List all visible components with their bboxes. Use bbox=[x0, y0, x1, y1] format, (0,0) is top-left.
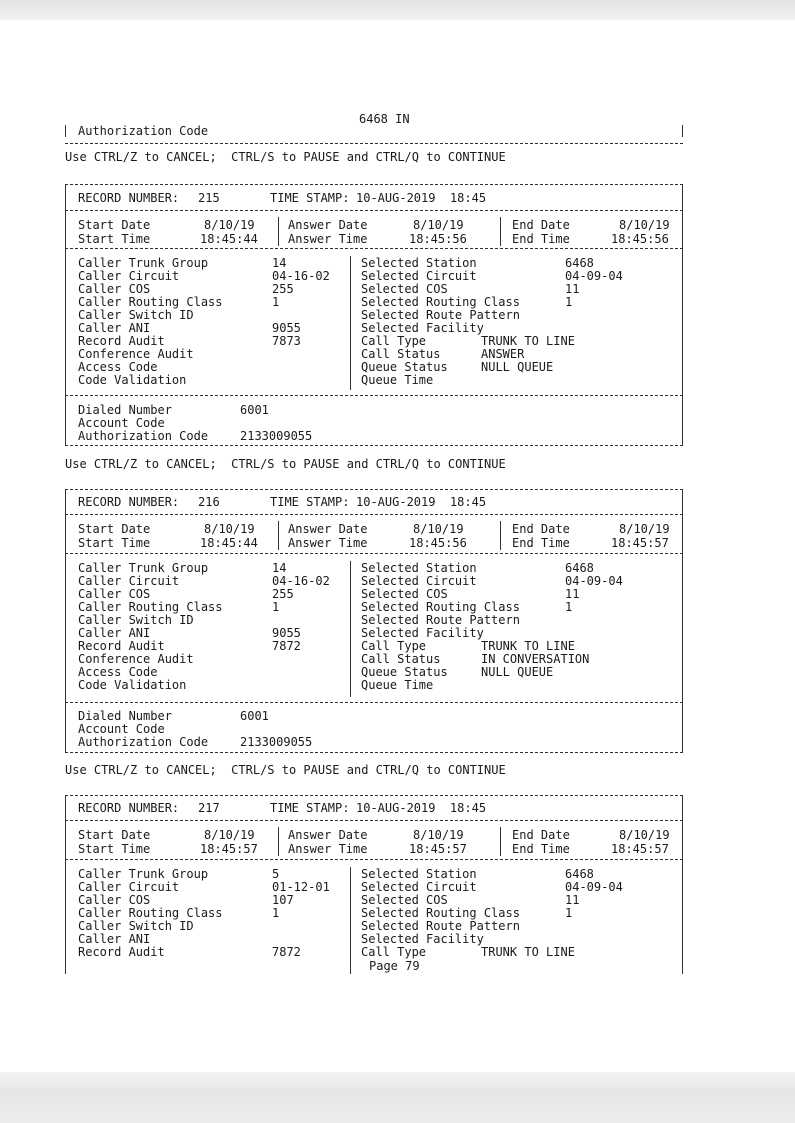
selected-routing-class-label: Selected Routing Class bbox=[361, 295, 520, 309]
account-code-label: Account Code bbox=[78, 722, 165, 736]
start-time: 18:45:44 bbox=[200, 536, 258, 550]
answer-time: 18:45:57 bbox=[409, 842, 467, 856]
selected-station-label: Selected Station bbox=[361, 256, 477, 270]
selected-routing-class-label: Selected Routing Class bbox=[361, 600, 520, 614]
answer-date-label: Answer Date bbox=[288, 218, 368, 232]
record-number: 217 bbox=[198, 801, 220, 815]
column-divider bbox=[350, 561, 351, 697]
dialed-number-label: Dialed Number bbox=[78, 403, 172, 417]
time-stamp: 10-AUG-2019 18:45 bbox=[356, 191, 487, 205]
conference-audit-label: Conference Audit bbox=[78, 652, 194, 666]
end-date: 8/10/19 bbox=[619, 522, 670, 536]
selected-cos: 11 bbox=[565, 282, 580, 296]
queue-status: NULL QUEUE bbox=[481, 665, 554, 679]
call-type: TRUNK TO LINE bbox=[481, 334, 575, 348]
column-divider bbox=[500, 217, 501, 246]
caller-trunk-group-label: Caller Trunk Group bbox=[78, 256, 209, 270]
selected-station-label: Selected Station bbox=[361, 867, 477, 881]
call-type-label: Call Type bbox=[361, 639, 427, 653]
caller-ani-label: Caller ANI bbox=[78, 626, 151, 640]
caller-trunk-group: 14 bbox=[272, 561, 287, 575]
column-divider bbox=[278, 217, 279, 246]
selected-cos: 11 bbox=[565, 893, 580, 907]
selected-route-pattern-label: Selected Route Pattern bbox=[361, 919, 520, 933]
record-audit-label: Record Audit bbox=[78, 334, 165, 348]
access-code-label: Access Code bbox=[78, 360, 158, 374]
call-status: ANSWER bbox=[481, 347, 525, 361]
answer-time-label: Answer Time bbox=[288, 232, 368, 246]
selected-routing-class: 1 bbox=[565, 906, 573, 920]
queue-time-label: Queue Time bbox=[361, 373, 434, 387]
dashed-rule bbox=[65, 752, 683, 753]
selected-station: 6468 bbox=[565, 561, 594, 575]
selected-circuit-label: Selected Circuit bbox=[361, 880, 477, 894]
start-time-label: Start Time bbox=[78, 536, 151, 550]
account-code-label: Account Code bbox=[78, 416, 165, 430]
answer-time: 18:45:56 bbox=[409, 232, 467, 246]
control-message: Use CTRL/Z to CANCEL; CTRL/S to PAUSE and CTRL/Q to CONTINUE bbox=[65, 457, 506, 471]
caller-circuit-label: Caller Circuit bbox=[78, 574, 180, 588]
column-divider bbox=[350, 867, 351, 974]
caller-cos: 255 bbox=[272, 587, 294, 601]
authorization-code: 2133009055 bbox=[240, 735, 313, 749]
caller-cos: 107 bbox=[272, 893, 294, 907]
selected-cos-label: Selected COS bbox=[361, 893, 448, 907]
selected-routing-class-label: Selected Routing Class bbox=[361, 906, 520, 920]
page-number: Page 79 bbox=[369, 959, 420, 973]
selected-station: 6468 bbox=[565, 867, 594, 881]
selected-circuit: 04-09-04 bbox=[565, 269, 623, 283]
dashed-rule bbox=[65, 143, 683, 144]
queue-time-label: Queue Time bbox=[361, 678, 434, 692]
caller-routing-class: 1 bbox=[272, 600, 280, 614]
authorization-code-label: Authorization Code bbox=[78, 735, 209, 749]
selected-station-label: Selected Station bbox=[361, 561, 477, 575]
start-date: 8/10/19 bbox=[204, 828, 255, 842]
dashed-rule bbox=[65, 702, 683, 703]
column-divider bbox=[500, 521, 501, 550]
caller-routing-class: 1 bbox=[272, 906, 280, 920]
dashed-rule bbox=[65, 514, 683, 515]
time-stamp: 10-AUG-2019 18:45 bbox=[356, 801, 487, 815]
dashed-rule bbox=[65, 553, 683, 554]
call-status: IN CONVERSATION bbox=[481, 652, 590, 666]
control-message: Use CTRL/Z to CANCEL; CTRL/S to PAUSE and CTRL/Q to CONTINUE bbox=[65, 150, 506, 164]
answer-date-label: Answer Date bbox=[288, 828, 368, 842]
scan-edge-bottom bbox=[0, 1072, 795, 1123]
end-time-label: End Time bbox=[512, 232, 570, 246]
dashed-rule bbox=[65, 859, 683, 860]
authorization-code-label: Authorization Code bbox=[78, 429, 209, 443]
access-code-label: Access Code bbox=[78, 665, 158, 679]
answer-time-label: Answer Time bbox=[288, 842, 368, 856]
dialed-number: 6001 bbox=[240, 403, 269, 417]
answer-date: 8/10/19 bbox=[413, 522, 464, 536]
queue-status-label: Queue Status bbox=[361, 360, 448, 374]
column-divider bbox=[350, 256, 351, 390]
caller-trunk-group-label: Caller Trunk Group bbox=[78, 561, 209, 575]
code-validation-label: Code Validation bbox=[78, 373, 187, 387]
selected-routing-class: 1 bbox=[565, 295, 573, 309]
caller-routing-class-label: Caller Routing Class bbox=[78, 600, 223, 614]
column-divider bbox=[278, 827, 279, 856]
selected-circuit: 04-09-04 bbox=[565, 574, 623, 588]
queue-status: NULL QUEUE bbox=[481, 360, 554, 374]
start-date: 8/10/19 bbox=[204, 218, 255, 232]
caller-circuit: 01-12-01 bbox=[272, 880, 330, 894]
end-time: 18:45:56 bbox=[611, 232, 669, 246]
caller-routing-class-label: Caller Routing Class bbox=[78, 906, 223, 920]
selected-circuit-label: Selected Circuit bbox=[361, 574, 477, 588]
box-edge bbox=[65, 490, 66, 752]
time-stamp: 10-AUG-2019 18:45 bbox=[356, 495, 487, 509]
control-message: Use CTRL/Z to CANCEL; CTRL/S to PAUSE and CTRL/Q to CONTINUE bbox=[65, 763, 506, 777]
caller-switch-id-label: Caller Switch ID bbox=[78, 613, 194, 627]
authorization-code-label: Authorization Code bbox=[78, 124, 209, 138]
answer-time-label: Answer Time bbox=[288, 536, 368, 550]
dashed-rule bbox=[65, 248, 683, 249]
box-edge bbox=[65, 185, 66, 445]
caller-ani-label: Caller ANI bbox=[78, 321, 151, 335]
selected-facility-label: Selected Facility bbox=[361, 626, 484, 640]
end-date: 8/10/19 bbox=[619, 218, 670, 232]
box-edge bbox=[682, 490, 683, 752]
dashed-rule bbox=[65, 184, 683, 185]
authorization-code: 2133009055 bbox=[240, 429, 313, 443]
end-time: 18:45:57 bbox=[611, 536, 669, 550]
record-audit: 7872 bbox=[272, 639, 301, 653]
dialed-number-label: Dialed Number bbox=[78, 709, 172, 723]
end-date-label: End Date bbox=[512, 522, 570, 536]
selected-facility-label: Selected Facility bbox=[361, 932, 484, 946]
selected-cos-label: Selected COS bbox=[361, 282, 448, 296]
call-type: TRUNK TO LINE bbox=[481, 639, 575, 653]
answer-time: 18:45:56 bbox=[409, 536, 467, 550]
dashed-rule bbox=[65, 445, 683, 446]
start-date-label: Start Date bbox=[78, 828, 151, 842]
start-time: 18:45:57 bbox=[200, 842, 258, 856]
call-status-label: Call Status bbox=[361, 652, 441, 666]
dashed-rule bbox=[65, 210, 683, 211]
selected-station: 6468 bbox=[565, 256, 594, 270]
box-edge bbox=[682, 125, 683, 137]
record-number-label: RECORD NUMBER: bbox=[78, 495, 180, 509]
start-date-label: Start Date bbox=[78, 522, 151, 536]
record-audit-label: Record Audit bbox=[78, 639, 165, 653]
box-edge bbox=[682, 796, 683, 974]
caller-circuit: 04-16-02 bbox=[272, 574, 330, 588]
column-divider bbox=[278, 521, 279, 550]
answer-date: 8/10/19 bbox=[413, 218, 464, 232]
caller-cos-label: Caller COS bbox=[78, 893, 151, 907]
end-date-label: End Date bbox=[512, 218, 570, 232]
answer-date-label: Answer Date bbox=[288, 522, 368, 536]
scan-edge-top bbox=[0, 0, 795, 20]
selected-facility-label: Selected Facility bbox=[361, 321, 484, 335]
caller-routing-class: 1 bbox=[272, 295, 280, 309]
record-number-label: RECORD NUMBER: bbox=[78, 191, 180, 205]
dashed-rule bbox=[65, 395, 683, 396]
dialed-number: 6001 bbox=[240, 709, 269, 723]
start-time: 18:45:44 bbox=[200, 232, 258, 246]
caller-trunk-group: 5 bbox=[272, 867, 280, 881]
end-time: 18:45:57 bbox=[611, 842, 669, 856]
queue-status-label: Queue Status bbox=[361, 665, 448, 679]
selected-cos-label: Selected COS bbox=[361, 587, 448, 601]
dashed-rule bbox=[65, 489, 683, 490]
caller-circuit-label: Caller Circuit bbox=[78, 269, 180, 283]
record-number: 216 bbox=[198, 495, 220, 509]
selected-circuit: 04-09-04 bbox=[565, 880, 623, 894]
selected-circuit-label: Selected Circuit bbox=[361, 269, 477, 283]
time-stamp-label: TIME STAMP: bbox=[270, 801, 350, 815]
caller-cos-label: Caller COS bbox=[78, 282, 151, 296]
dashed-rule bbox=[65, 820, 683, 821]
start-date: 8/10/19 bbox=[204, 522, 255, 536]
selected-route-pattern-label: Selected Route Pattern bbox=[361, 308, 520, 322]
call-type: TRUNK TO LINE bbox=[481, 945, 575, 959]
call-type-label: Call Type bbox=[361, 945, 427, 959]
caller-ani-label: Caller ANI bbox=[78, 932, 151, 946]
start-time-label: Start Time bbox=[78, 232, 151, 246]
record-audit-label: Record Audit bbox=[78, 945, 165, 959]
code-validation-label: Code Validation bbox=[78, 678, 187, 692]
start-date-label: Start Date bbox=[78, 218, 151, 232]
box-edge bbox=[65, 796, 66, 974]
call-status-label: Call Status bbox=[361, 347, 441, 361]
box-edge bbox=[65, 125, 66, 137]
end-time-label: End Time bbox=[512, 536, 570, 550]
record-audit: 7872 bbox=[272, 945, 301, 959]
caller-trunk-group: 14 bbox=[272, 256, 287, 270]
start-time-label: Start Time bbox=[78, 842, 151, 856]
time-stamp-label: TIME STAMP: bbox=[270, 191, 350, 205]
time-stamp-label: TIME STAMP: bbox=[270, 495, 350, 509]
call-type-label: Call Type bbox=[361, 334, 427, 348]
caller-cos-label: Caller COS bbox=[78, 587, 151, 601]
dashed-rule bbox=[65, 795, 683, 796]
selected-routing-class: 1 bbox=[565, 600, 573, 614]
caller-circuit-label: Caller Circuit bbox=[78, 880, 180, 894]
caller-routing-class-label: Caller Routing Class bbox=[78, 295, 223, 309]
caller-circuit: 04-16-02 bbox=[272, 269, 330, 283]
selected-route-pattern-label: Selected Route Pattern bbox=[361, 613, 520, 627]
answer-date: 8/10/19 bbox=[413, 828, 464, 842]
record-number-label: RECORD NUMBER: bbox=[78, 801, 180, 815]
conference-audit-label: Conference Audit bbox=[78, 347, 194, 361]
end-time-label: End Time bbox=[512, 842, 570, 856]
selected-cos: 11 bbox=[565, 587, 580, 601]
caller-ani: 9055 bbox=[272, 321, 301, 335]
end-date: 8/10/19 bbox=[619, 828, 670, 842]
caller-switch-id-label: Caller Switch ID bbox=[78, 919, 194, 933]
record-number: 215 bbox=[198, 191, 220, 205]
page-heading: 6468 IN bbox=[359, 112, 410, 126]
caller-trunk-group-label: Caller Trunk Group bbox=[78, 867, 209, 881]
end-date-label: End Date bbox=[512, 828, 570, 842]
record-audit: 7873 bbox=[272, 334, 301, 348]
caller-switch-id-label: Caller Switch ID bbox=[78, 308, 194, 322]
caller-cos: 255 bbox=[272, 282, 294, 296]
column-divider bbox=[500, 827, 501, 856]
box-edge bbox=[682, 185, 683, 445]
caller-ani: 9055 bbox=[272, 626, 301, 640]
